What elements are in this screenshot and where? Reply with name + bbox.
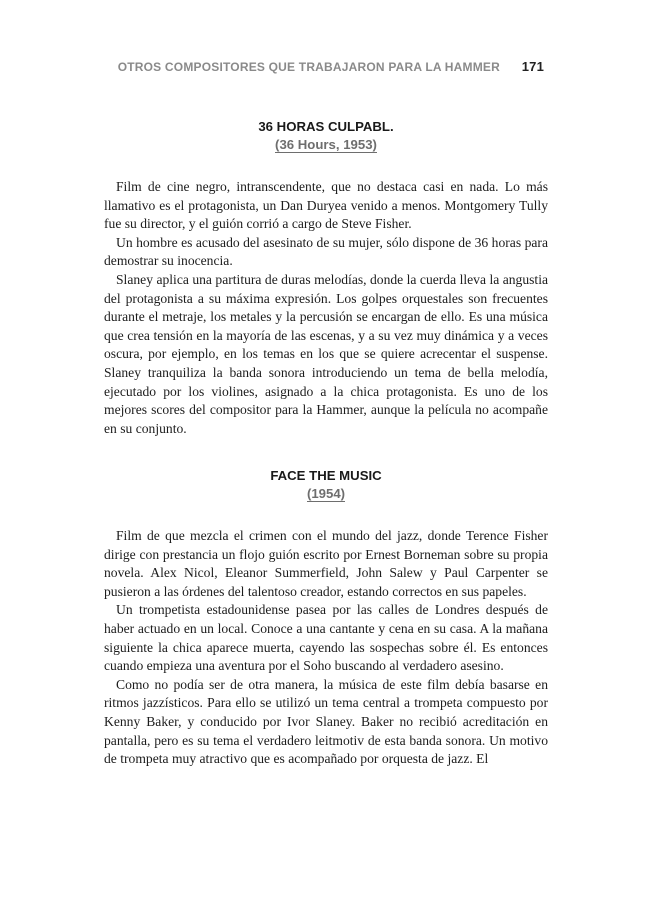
running-header bbox=[104, 58, 544, 78]
film-section-36-hours bbox=[104, 118, 548, 438]
section-title: FACE THE MUSIC bbox=[270, 468, 382, 483]
running-title: OTROS COMPOSITORES QUE TRABAJARON PARA LA HAMMER bbox=[117, 60, 500, 74]
section-subtitle bbox=[104, 136, 548, 154]
film-section-face-the-music bbox=[104, 467, 548, 769]
paragraph: Film de cine negro, intranscendente, que no destaca casi en nada. Lo más llamativo es el protagonista, un Dan Duryea venido a menos. Montgomery Tully fue su director, y el guión corrió a cargo de Steve Fisher. bbox=[104, 179, 548, 232]
section-body bbox=[104, 178, 548, 438]
page-number: 171 bbox=[521, 59, 544, 74]
paragraph: Como no podía ser de otra manera, la música de este film debía basarse en ritmos jazzísticos. Para ello se utilizó un tema central a trompeta compuesto por Kenny Baker, y conducido por Ivor Slaney. Baker no recibió acreditación en pantalla, pero es su tema el verdadero leitmotiv de esta banda sonora. Un motivo de trompeta muy atractivo que es acompañado por orquesta de jazz. El bbox=[104, 676, 548, 767]
section-title: 36 HORAS CULPABL. bbox=[258, 119, 394, 134]
section-subtitle-text: (36 Hours, 1953) bbox=[275, 137, 377, 152]
paragraph: Slaney aplica una partitura de duras melodías, donde la cuerda lleva la angustia del protagonista a su máxima expresión. Los golpes orquestales son frecuentes durante el metraje, los metales y la percusión se encargan de ello. Es una música que crea tensión en la mayoría de las escenas, y a su vez muy dinámica y a veces oscura, por ejemplo, en los temas en los que se quiere acrecentar el suspense. Slaney tranquiliza la banda sonora introduciendo un tema de bella melodía, ejecutado por los violines, asignado a la chica protagonista. Es uno de los mejores scores del compositor para la Hammer, aunque la película no acompañe en su conjunto. bbox=[104, 271, 548, 436]
section-subtitle-text: (1954) bbox=[306, 486, 346, 501]
section-subtitle bbox=[104, 485, 548, 503]
section-body bbox=[104, 527, 548, 769]
paragraph: Un hombre es acusado del asesinato de su mujer, sólo dispone de 36 horas para demostrar su inocencia. bbox=[104, 234, 548, 269]
paragraph: Film de que mezcla el crimen con el mundo del jazz, donde Terence Fisher dirige con prestancia un flojo guión escrito por Ernest Borneman sobre su propia novela. Alex Nicol, Eleanor Summerfield, John Salew y Paul Carpenter se pusieron a las órdenes del talentoso creador, estando correctos en sus papeles. bbox=[104, 528, 548, 599]
paragraph: Un trompetista estadounidense pasea por las calles de Londres después de haber actuado en un local. Conoce a una cantante y cena en su casa. A la mañana siguiente la chica aparece muerta, cayendo las sospechas sobre él. Es entonces cuando empieza una aventura por el Soho buscando al verdadero asesino. bbox=[104, 602, 548, 674]
